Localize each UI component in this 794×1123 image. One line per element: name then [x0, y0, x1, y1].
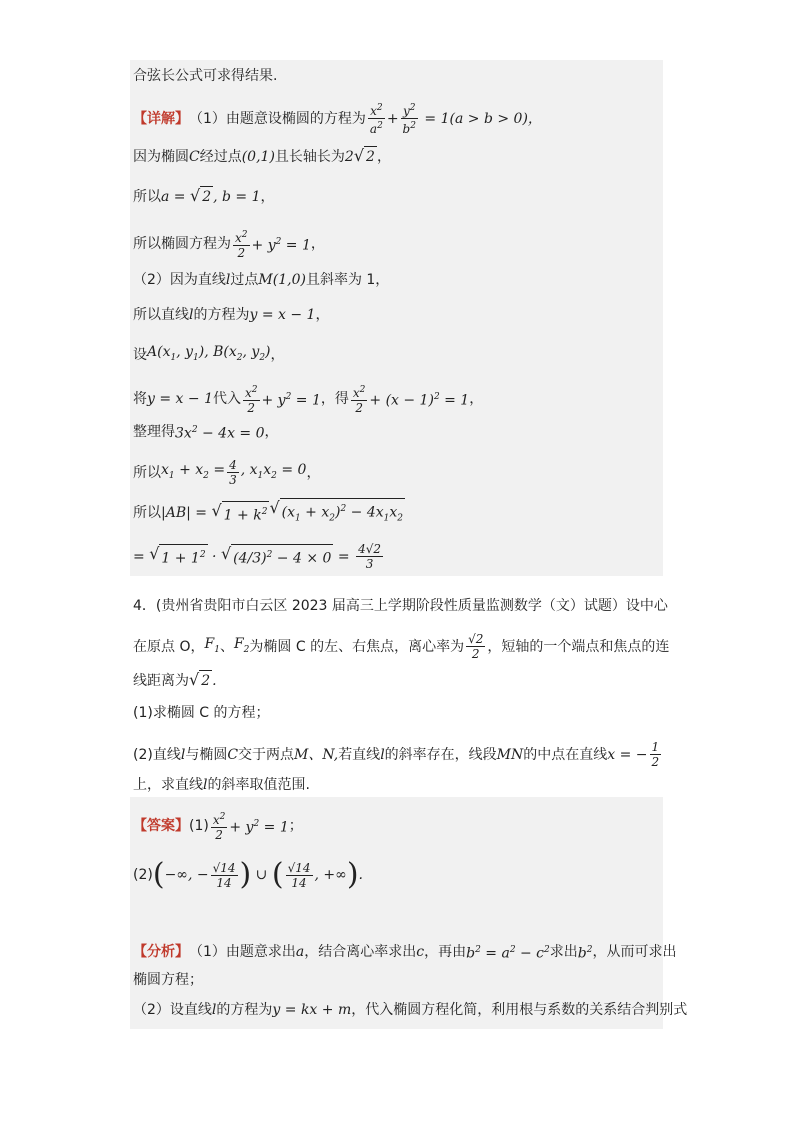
problem4-q2-line-2: 上，求直线 l 的斜率取值范围. [133, 777, 310, 793]
problem4-q2-line-1: (2)直线 l 与椭圆 C 交于两点 M、N, 若直线 l 的斜率存在，线段 MN 的中点在直线 x = − $\frac{1}{2}$ [133, 740, 660, 769]
solution-line-5: 所以椭圆方程为 $\frac{x^2}{2}$ + $y^2 = 1$ ， [133, 230, 325, 260]
answer-tag: 【答案】 [133, 818, 189, 834]
solution-line-11: 所以 $x_1 + x_2$ = $\frac{4}{3}$ , $x_1x_2 = 0$ ， [133, 458, 321, 487]
solution-line-3: 因为椭圆 C 经过点 (0,1) 且长轴长为 2 √ 2 ， [133, 146, 391, 165]
solution-line-8: 设 $A(x_1$, $y_1$), $B(x_2$, $y_2$) ， [133, 344, 285, 363]
analysis-tag: 【分析】 [133, 943, 189, 960]
detail-tag: 【详解】 [133, 110, 189, 127]
analysis-line-1: 【分析】 （1）由题意求出 a ，结合离心率求出 c ，再由 $b^2 = a^2 - c^2$ 求出 $b^2$ ，从而可求出 [133, 943, 677, 962]
answer-line-2: (2) ( −∞, − $\frac{√14}{14}$ ) ∪ ( $\frac{√14}{14}$ , +∞ ) . [133, 857, 363, 892]
analysis-line-3: （2）设直线 l 的方程为 y = kx + m ，代入椭圆方程化简，利用根与系数的关系结合判别式 [133, 1002, 688, 1018]
analysis-line-2: 椭圆方程； [133, 972, 203, 988]
solution-line-10: 整理得 $3x^2 - 4x = 0$ ， [133, 423, 279, 442]
solution-line-1: 合弦长公式可求得结果. [133, 68, 278, 84]
solution-line-12: 所以 |AB| = √ $1 + k^2$ √ $(x_1 + x_2)^2 - 4x_1x_2$ [133, 498, 405, 528]
problem4-q1: (1)求椭圆 C 的方程； [133, 705, 270, 721]
solution-line-9: 将 y = x − 1 代入 $\frac{x^2}{2}$ + $y^2 = 1$ ，得 $\frac{x^2}{2}$ + $(x - 1)^2 = 1$ ， [133, 385, 484, 415]
problem4-line-3: 线距离为 √ 2 . [133, 670, 217, 689]
problem4-line-1: 4．(贵州省贵阳市白云区 2023 届高三上学期阶段性质量监测数学（文）试题）设中心 [133, 598, 668, 614]
solution-line-4: 所以 a = √ 2 , b = 1 ， [133, 186, 275, 205]
solution-line-7: 所以直线 l 的方程为 y = x − 1 ， [133, 307, 330, 323]
problem4-line-2: 在原点 O， $F_1$ 、 $F_2$ 为椭圆 C 的左、右焦点，离心率为 $\frac{√2}{2}$ ，短轴的一个端点和焦点的连 [133, 632, 670, 661]
solution-line-2: 【详解】 （1）由题意设椭圆的方程为 $\frac{x^2}{a^2}$ + $\frac{y^2}{b^2}$ = 1(a > b > 0)， [133, 103, 542, 136]
solution-line-13: = √ $1 + 1^2$ · √ $(4/3)^2 - 4 \times 0$ = $\frac{4√2}{3}$ [133, 542, 381, 571]
solution-line-6: （2）因为直线 l 过点 M (1,0) 且斜率为 1， [133, 272, 390, 288]
answer-line-1: 【答案】 (1) $\frac{x^2}{2}$ + $y^2 = 1$ ； [133, 812, 303, 842]
